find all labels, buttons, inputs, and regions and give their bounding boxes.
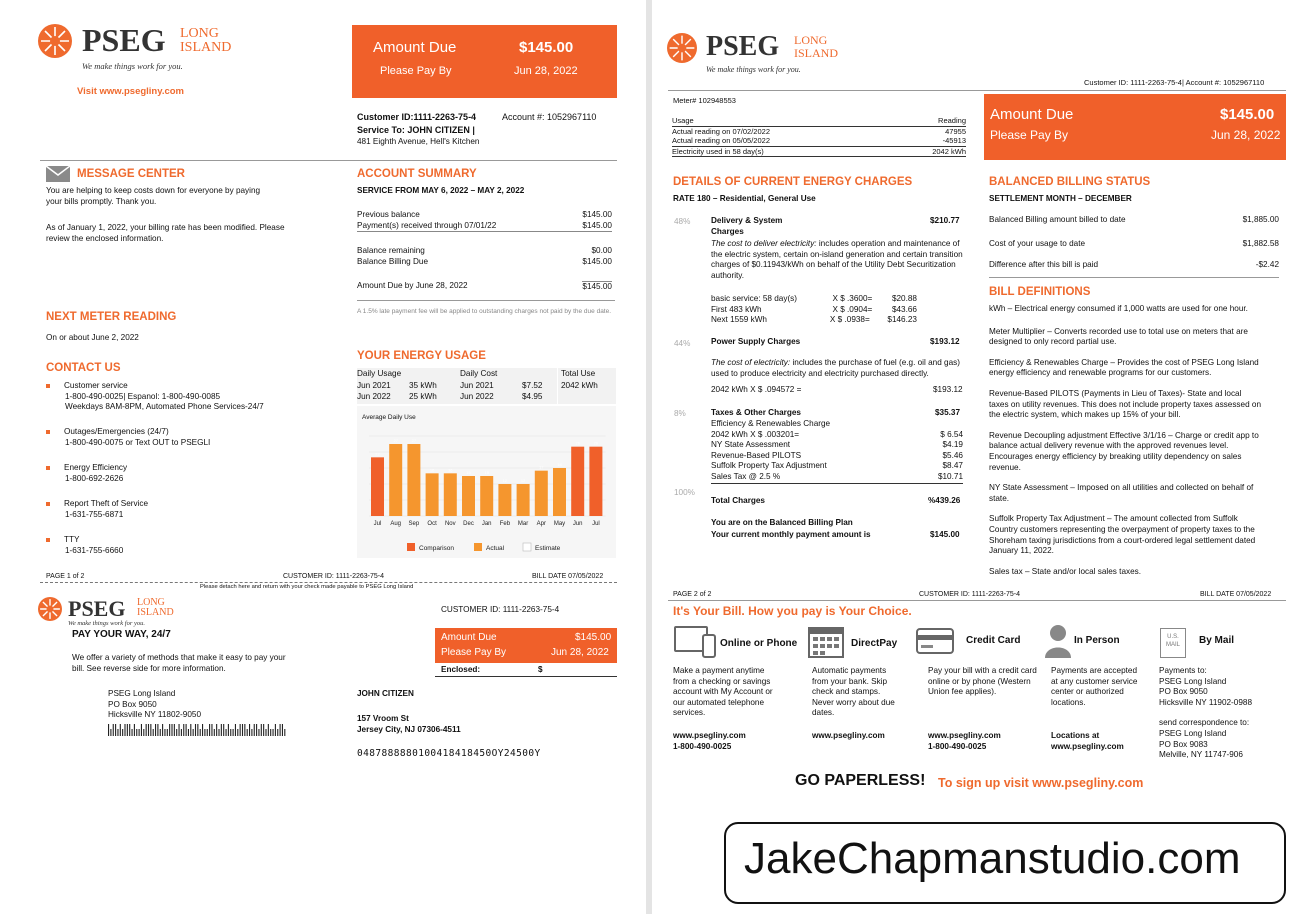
chart-tick-label: Sep [408, 521, 420, 527]
chart-data-label: 26 [575, 440, 580, 446]
chart-data-label: 18 [557, 462, 562, 467]
credit-card-link[interactable]: www.psegliny.com [928, 731, 1001, 740]
barcode-bar [190, 724, 191, 736]
locations-link[interactable]: www.psegliny.com [1051, 741, 1124, 751]
barcode-bar [209, 724, 210, 736]
tagline: We make things work for you. [82, 61, 183, 71]
barcode-bar [270, 729, 271, 736]
balanced-billing-table: Balanced Billing amount billed to date $1,885.00 Cost of your usage to date $1,882.58 Difference after this bill is paid -$2.42 [989, 215, 1279, 269]
usage-chart [357, 406, 616, 558]
stub-amount-box: Amount Due $145.00 Please Pay By Jun 28, 2022 [435, 628, 617, 663]
chart-svg [357, 406, 616, 558]
contact-item: Report Theft of Service 1-631-755-6871 [46, 499, 316, 535]
choice-heading: It's Your Bill. How you pay is Your Choice. [673, 604, 912, 618]
pseg-logo-text-small: PSEG [68, 596, 126, 621]
meter-number: Meter# 102948553 [673, 96, 736, 105]
chart-data-label: 15 [484, 470, 489, 475]
barcode-bar [221, 724, 222, 736]
barcode-bar [249, 724, 250, 736]
chart-bar [571, 447, 584, 516]
details-title: DETAILS OF CURRENT ENERGY CHARGES [673, 176, 913, 188]
barcode-bar [150, 724, 151, 736]
chart-tick-label: Mar [517, 521, 529, 527]
contact-title: CONTACT US [46, 362, 121, 374]
barcode-bar [148, 724, 149, 736]
barcode-bar [242, 724, 243, 736]
barcode-bar [132, 729, 133, 736]
taxes-title: Taxes & Other Charges [711, 408, 801, 417]
barcode-bar [263, 724, 264, 736]
barcode-bar [268, 724, 269, 736]
legend-swatch [474, 543, 482, 551]
next-meter-text: On or about June 2, 2022 [46, 333, 139, 342]
paperless-signup-link[interactable]: To sign up visit www.psegliny.com [938, 776, 1144, 790]
barcode-bar [139, 729, 140, 736]
barcode-bar [202, 724, 203, 736]
chart-tick-label: Jan [481, 521, 492, 527]
bill-definitions-title: BILL DEFINITIONS [989, 286, 1091, 298]
barcode-bar [233, 729, 234, 736]
chart-bar [498, 484, 511, 516]
mail-addresses: Payments to: PSEG Long Island PO Box 9050 Hicksville NY 11902-0988 send correspondence to: PSEG Long Island PO Box 9083 Melville, NY 11747-906 [1159, 666, 1252, 760]
chart-tick-label: Feb [499, 521, 511, 527]
detach-line [40, 582, 617, 583]
barcode-bar [113, 724, 114, 736]
barcode-bar [254, 724, 255, 736]
chart-bar [389, 444, 402, 516]
barcode-bar [167, 729, 168, 736]
delivery-description: The cost to deliver electricity: includes operation and maintenance of the electric system, certain on-island generation and certain transition charges of $0.11943/kWh on behalf of the Utility Debt Securitization authority. [711, 239, 963, 280]
contact-item: Outages/Emergencies (24/7) 1-800-490-0075 or Text OUT to PSEGLI [46, 427, 316, 463]
settlement-month: SETTLEMENT MONTH – DECEMBER [989, 194, 1132, 203]
watermark-box [724, 822, 1286, 904]
legend-label: Estimate [535, 545, 561, 552]
envelope-icon [46, 166, 70, 182]
phone-icon [702, 634, 716, 658]
barcode-bar [204, 729, 205, 736]
amount-due-box [352, 25, 617, 98]
chart-data-label: 22 [375, 451, 380, 457]
contact-item: TTY 1-631-755-6660 [46, 535, 316, 565]
barcode-bar [122, 729, 123, 736]
delivery-amount: $210.77 [930, 216, 960, 225]
chart-bar [426, 473, 439, 516]
bill-page-2: PSEG LONG ISLAND We make things work for you. Customer ID: 1111-2263-75-4| Account #: 1052967110 Meter# 102948553 Usage Reading Actual reading on 07/02/2022 47955 Actual reading on 05/05/2022 -45913 Electricity used in 58 day(s) 2042 kWh Amount Due $145.00 Please Pay By Jun 28, 2022 DETAILS OF CURRENT ENERGY CHARGES RATE 180 – Residential, General Use 48% Delivery & System Charges $210.77 The cost to deliver electricity: includes operation and maintenance of the electric system, certain on-island generation and certain transition charges of $0.11943/kWh on behalf of the Utility Debt Securitization authority. basic service: 58 day(s) X $ .3600= $20.88 First 483 kWh X $ .0904= $43.66 Next 1559 kWh X $ .0938= $146.23 44% Power Supply Charges $193.12 The cost of electricity: includes the purchase of fuel (e.g. oil and gas) used to produce electricity and electricity purchased directly. 2042 kWh X $ .094572 = $193.12 8% Taxes & Other Charges $35.37 Efficiency & Renewables Charge 2042 kWh X $ .003201= $ 6.54 NY State Assessment $4.19 Revenue-Based PILOTS $5.46 Suffolk Property Tax Adjustment $8.47 Sales Tax @ 2.5 % $10.71 100% Total Charges %439.26 You are on the Balanced Billing Plan Your current monthly payment amount is $145.00 BALANCED BILLING STATUS SETTLEMENT MONTH – DECEMBER Balanced Billing amount billed to date $1,885.00 Cost of your usage to date $1,882.58 Difference after this bill is paid -$2.42 BILL DEFINITIONS kWh – Electrical energy consumed if 1,000 watts are used for one hour. Meter Multiplier – Converts recorded use to total use on meters that are designed to only record partial use. Efficiency & Renewables Charge – Provides the cost of PSEG Long Island energy efficiency and renewable programs for our customers. Revenue-Based PILOTS (Payments in Lieu of Taxes)- State and local taxes on utility revenues. This does not include property taxes assessed on the electric system, which makes up 15% of your bill. Revenue Decoupling adjustment Effective 3/1/16 – Charge or credit app to balance actual delivery revenue with the approved revenues level. Encourages energy efficiency by breaking utility dependency on sales revenue. NY State Assessment – Imposed on all utilities and collected on behalf of state. Suffolk Property Tax Adjustment – The amount collected from Suffolk Country customers representing the overpayment of property taxes to the Shoreham taxing jurisdictions from a court-ordered legal settlement dated January 11, 2022. Sales tax – State and/or local sales taxes. PAGE 2 of 2 CUSTOMER ID: 1111-2263-75-4 BILL DATE 07/05/2022 It's Your Bill. How you pay is Your Choice. Online or Phone DirectPay Credit Card In Person U.S. MAIL By Mail Make a payment anytime from a checking or savings account with My Account or our automated telephone services. Automatic payments from your bank. Skip check and stamps. Never worry about due dates. Pay your bill with a credit card online or by phone (Western Union fee applies). Payments are accepted at any customer service center or authorized locations. Payments to: PSEG Long Island PO Box 9050 Hicksville NY 11902-0988 send correspondence to: PSEG Long Island PO Box 9083 Melville, NY 11747-906 www.psegliny.com 1-800-490-0025 www.psegliny.com www.psegliny.com 1-800-490-0025 Locations at www.psegliny.com GO PAPERLESS! To sign up visit www.psegliny.com JakeChapmanstudio.com [652, 0, 1296, 914]
total-charges-label: Total Charges [711, 496, 765, 505]
barcode-bar [258, 729, 259, 736]
barcode-bar [240, 724, 241, 736]
online-link[interactable]: www.psegliny.com [673, 731, 746, 740]
barcode-bar [120, 724, 121, 736]
detach-note: Please detach here and return with your check made payable to PSEG Long Island [200, 584, 414, 590]
micr-line: 0487888880100418418450OY24500Y [357, 748, 541, 759]
chart-bar [407, 444, 420, 516]
person-icon [1044, 624, 1072, 658]
chart-tick-label: Jul [592, 521, 600, 527]
barcode-bar [110, 729, 111, 736]
chart-bar [535, 471, 548, 516]
monthly-payment: $145.00 [930, 530, 960, 539]
service-address: 481 Eighth Avenue, Hell's Kitchen [357, 137, 480, 146]
legend-label: Comparison [419, 545, 455, 552]
directpay-link[interactable]: www.psegliny.com [812, 731, 885, 740]
barcode-bar [146, 724, 147, 736]
chart-data-label: 16 [429, 467, 435, 473]
customer-address-1: 157 Vroom St [357, 714, 409, 723]
postal-barcode [108, 724, 288, 736]
service-to: Service To: JOHN CITIZEN | [357, 125, 475, 135]
barcode-bar [256, 724, 257, 736]
pseg-logo-text: PSEG [706, 31, 780, 62]
chart-data-label: 27 [393, 438, 398, 443]
pseg-logo-text: PSEG [82, 22, 166, 58]
bill-page-1: PSEG LONG ISLAND We make things work for you. Visit www.psegliny.com Amount Due $145.00 Please Pay By Jun 28, 2022 Customer ID:1111-2263-75-4 Account #: 1052967110 Service To: JOHN CITIZEN | 481 Eighth Avenue, Hell's Kitchen MESSAGE CENTER You are helping to keep costs down for everyone by paying your bills promptly. Thank you. As of January 1, 2022, your billing rate has been modified. Please review the enclosed information. NEXT METER READING On or about June 2, 2022 CONTACT US Customer service 1-800-490-0025| Espanol: 1-800-490-0085 Weekdays 8AM-8PM, Automated Phone Services-24/7 Outages/Emergencies (24/7) 1-800-490-0075 or Text OUT to PSEGLI Energy Efficiency 1-800-692-2626 Report Theft of Service 1-631-755-6871 TTY 1-631-755-6660 ACCOUNT SUMMARY SERVICE FROM MAY 6, 2022 – MAY 2, 2022 Previous balance $145.00 Payment(s) received through 07/01/22 $145.00 Balance remaining $0.00 Balance Billing Due $145.00 Amount Due by June 28, 2022 $145.00 A 1.5% late payment fee will be applied to outstanding charges not paid by the due date. YOUR ENERGY USAGE Daily Usage Daily Cost Total Use Jun 2021 35 kWh Jun 2021 $7.52 2042 kWh Jun 2022 25 kWh Jun 2022 $4.95 Average Daily Use 22 Jul 27 Aug 27 Sep 16 Oct 16 Nov 15 Dec 15 Jan 12 Feb 12 Mar 17 Apr 18 May 26 Jun 26 Jul Comparison Actual Estimate PAGE 1 of 2 CUSTOMER ID: 1111-2263-75-4 BILL DATE 07/05/2022 Please detach here and return with your check made payable to PSEG Long Island PSEG LONG ISLAND We make things work for you. PAY YOUR WAY, 24/7 We offer a variety of methods that make it easy to pay your bill. See reverse side for more information. CUSTOMER ID: 1111-2263-75-4 Amount Due $145.00 Please Pay By Jun 28, 2022 Enclosed: $ PSEG Long Island PO Box 9050 Hicksville NY 11802-9050 JOHN CITIZEN 157 Vroom St Jersey City, NJ 07306-4511 0487888880100418418450OY24500Y [0, 0, 646, 914]
footer-bill-date: BILL DATE 07/05/2022 [532, 573, 604, 580]
barcode-bar [134, 724, 135, 736]
divider [40, 160, 617, 161]
legend-swatch [523, 543, 531, 551]
barcode-bar [230, 729, 231, 736]
go-paperless: GO PAPERLESS! [795, 772, 926, 789]
chart-title: Average Daily Use [362, 414, 416, 421]
amount-due-label: Amount Due [373, 39, 457, 56]
barcode-bar [176, 729, 177, 736]
enclosed-label: Enclosed: [441, 665, 481, 674]
contact-list [46, 381, 316, 565]
barcode-bar [223, 724, 224, 736]
chart-tick-label: Jul [373, 521, 382, 527]
barcode-bar [216, 724, 217, 736]
barcode-bar [108, 724, 109, 736]
barcode-bar [162, 724, 163, 736]
chart-tick-label: Oct [427, 521, 437, 527]
taxes-lines: Efficiency & Renewables Charge 2042 kWh X $ .003201= $ 6.54 NY State Assessment $4.19 Revenue-Based PILOTS $5.46 Suffolk Property Tax Adjustment $8.47 Sales Tax @ 2.5 % $10.71 [711, 419, 963, 484]
barcode-bar [164, 729, 165, 736]
logo-island: ISLAND [180, 40, 232, 55]
message-1: You are helping to keep costs down for everyone by paying your bills promptly. Thank you. [46, 186, 261, 206]
footer-customer: CUSTOMER ID: 1111-2263-75-4 [283, 573, 385, 580]
barcode-bar [218, 729, 219, 736]
chart-tick-label: May [553, 521, 566, 527]
barcode-bar [136, 729, 137, 736]
power-supply-amount: $193.12 [930, 337, 960, 346]
chart-bar [462, 476, 475, 516]
barcode-bar [157, 724, 158, 736]
logo-long: LONG [180, 26, 219, 41]
contact-item: Energy Efficiency 1-800-692-2626 [46, 463, 316, 499]
us-mail-icon: U.S. MAIL [1160, 628, 1186, 658]
barcode-bar [197, 724, 198, 736]
enclosed-field[interactable]: $ [538, 665, 543, 674]
bill-definitions: kWh – Electrical energy consumed if 1,000 watts are used for one hour. Meter Multiplier – Converts recorded use to total use on meters that are designed to only record partial use. Efficiency & Renewables Charge – Provides the cost of PSEG Long Island energy efficiency and renewable programs for our customers. Revenue-Based PILOTS (Payments in Lieu of Taxes)- State and local taxes on utility revenues. This does not include property taxes assessed on the electric system, which makes up 15% of your bill. Revenue Decoupling adjustment Effective 3/1/16 – Charge or credit app to balance actual delivery revenue with the approved revenues level. Encourages energy efficiency by breaking utility dependency on sales revenue. NY State Assessment – Imposed on all utilities and collected on behalf of state. Suffolk Property Tax Adjustment – The amount collected from Suffolk Country customers representing the overpayment of property taxes to the Shoreham taxing jurisdictions from a court-ordered legal settlement dated January 11, 2022. Sales tax – State and/or local sales taxes. [989, 304, 1262, 576]
delivery-title: Delivery & System Charges [711, 216, 783, 236]
barcode-bar [275, 724, 276, 736]
barcode-bar [195, 724, 196, 736]
barcode-bar [207, 729, 208, 736]
barcode-bar [226, 729, 227, 736]
barcode-bar [284, 729, 285, 736]
late-fee-note: A 1.5% late payment fee will be applied to outstanding charges not paid by the due date. [357, 308, 612, 315]
legend-swatch [407, 543, 415, 551]
barcode-bar [277, 729, 278, 736]
barcode-bar [115, 724, 116, 736]
customer-address-2: Jersey City, NJ 07306-4511 [357, 725, 461, 734]
barcode-bar [174, 724, 175, 736]
meter-reading-table: Usage Reading Actual reading on 07/02/2022 47955 Actual reading on 05/05/2022 -45913 Electricity used in 58 day(s) 2042 kWh [672, 116, 966, 156]
service-period: SERVICE FROM MAY 6, 2022 – MAY 2, 2022 [357, 186, 525, 195]
message-2: As of January 1, 2022, your billing rate has been modified. Please review the enclosed information. [46, 223, 285, 243]
barcode-bar [181, 729, 182, 736]
barcode-bar [124, 724, 125, 736]
energy-usage-title: YOUR ENERGY USAGE [357, 350, 486, 362]
barcode-bar [155, 724, 156, 736]
message-center-title: MESSAGE CENTER [77, 168, 185, 180]
chart-tick-label: Apr [536, 521, 546, 527]
barcode-bar [188, 729, 189, 736]
barcode-bar [251, 729, 252, 736]
barcode-bar [129, 724, 130, 736]
chart-bar [444, 473, 457, 516]
barcode-bar [153, 729, 154, 736]
total-charges-value: %439.26 [928, 496, 961, 505]
barcode-bar [235, 724, 236, 736]
barcode-bar [127, 724, 128, 736]
watermark-text: JakeChapmanstudio.com [744, 834, 1241, 883]
amount-due-box: Amount Due $145.00 Please Pay By Jun 28, 2022 [984, 94, 1286, 160]
barcode-bar [141, 724, 142, 736]
power-supply-description: The cost of electricity: includes the purchase of fuel (e.g. oil and gas) used to produce electricity and electricity purchased directly. [711, 358, 960, 378]
account-number: Account #: 1052967110 [502, 112, 597, 122]
chart-data-label: 27 [411, 438, 417, 443]
barcode-bar [265, 729, 266, 736]
chart-bar [480, 476, 493, 516]
power-supply-title: Power Supply Charges [711, 337, 801, 346]
pay-your-way-text: We offer a variety of methods that make it easy to pay your bill. See reverse side for more information. [72, 653, 286, 673]
chart-tick-label: Jun [572, 521, 583, 527]
barcode-bar [244, 724, 245, 736]
barcode-bar [247, 729, 248, 736]
barcode-bar [214, 729, 215, 736]
legend-label: Actual [486, 545, 505, 552]
chart-data-label: 12 [502, 478, 508, 483]
barcode-bar [169, 724, 170, 736]
contact-item: Customer service 1-800-490-0025| Espanol: 1-800-490-0085 Weekdays 8AM-8PM, Automated Phone Services-24/7 [46, 381, 316, 417]
chart-tick-label: Aug [390, 521, 402, 527]
customer-id: Customer ID:1111-2263-75-4 [357, 112, 477, 122]
barcode-bar [261, 724, 262, 736]
chart-data-label: 17 [539, 464, 544, 470]
barcode-bar [200, 729, 201, 736]
barcode-bar [280, 724, 281, 736]
pay-by-date: Jun 28, 2022 [514, 65, 578, 77]
barcode-bar [228, 724, 229, 736]
rate-line: RATE 180 – Residential, General Use [673, 194, 816, 203]
credit-card-icon [916, 628, 954, 654]
chart-data-label: 15 [466, 470, 471, 475]
chart-tick-label: Nov [444, 521, 456, 527]
next-meter-title: NEXT METER READING [46, 311, 177, 323]
chart-data-label: 16 [448, 467, 453, 473]
chart-data-label: 26 [593, 440, 599, 446]
barcode-bar [273, 729, 274, 736]
barcode-bar [193, 729, 194, 736]
customer-name: JOHN CITIZEN [357, 689, 414, 698]
delivery-lines: basic service: 58 day(s) X $ .3600= $20.88 First 483 kWh X $ .0904= $43.66 Next 1559 kWh X $ .0938= $146.23 [711, 294, 917, 325]
chart-bar [553, 468, 566, 516]
account-summary-table: Previous balance $145.00 Payment(s) received through 07/01/22 $145.00 Balance remaining $0.00 Balance Billing Due $145.00 Amount Due by June 28, 2022 $145.00 [357, 210, 612, 292]
barcode-bar [179, 724, 180, 736]
barcode-bar [237, 729, 238, 736]
return-address: PSEG Long Island PO Box 9050 Hicksville NY 11802-9050 [108, 689, 201, 720]
chart-data-label: 12 [520, 478, 526, 483]
footer-page: PAGE 1 of 2 [46, 573, 85, 580]
account-summary-title: ACCOUNT SUMMARY [357, 168, 477, 180]
chart-bar [589, 447, 602, 516]
barcode-bar [143, 729, 144, 736]
barcode-bar [183, 724, 184, 736]
usage-table: Daily Usage Daily Cost Total Use Jun 2021 35 kWh Jun 2021 $7.52 2042 kWh Jun 2022 25 kWh Jun 2022 $4.95 [357, 368, 616, 404]
chart-bar [371, 457, 384, 516]
customer-account-line: Customer ID: 1111-2263-75-4| Account #: 1052967110 [1084, 78, 1265, 87]
barcode-bar [282, 724, 283, 736]
barcode-bar [186, 724, 187, 736]
chart-tick-label: Dec [463, 521, 474, 527]
visit-link[interactable]: Visit www.psegliny.com [77, 86, 184, 97]
pseg-sun-icon [667, 33, 697, 63]
barcode-bar [117, 729, 118, 736]
taxes-amount: $35.37 [935, 408, 961, 417]
pay-your-way: PAY YOUR WAY, 24/7 [72, 629, 171, 640]
stub-customer-id: CUSTOMER ID: 1111-2263-75-4 [441, 605, 560, 614]
balanced-billing-title: BALANCED BILLING STATUS [989, 176, 1151, 188]
amount-due-value: $145.00 [519, 39, 574, 56]
calendar-icon [808, 624, 844, 658]
barcode-bar [211, 724, 212, 736]
pseg-sun-icon-small [38, 597, 62, 621]
barcode-bar [171, 724, 172, 736]
pay-by-label: Please Pay By [380, 65, 452, 77]
pseg-sun-icon [38, 24, 72, 58]
barcode-bar [160, 729, 161, 736]
chart-bar [517, 484, 530, 516]
